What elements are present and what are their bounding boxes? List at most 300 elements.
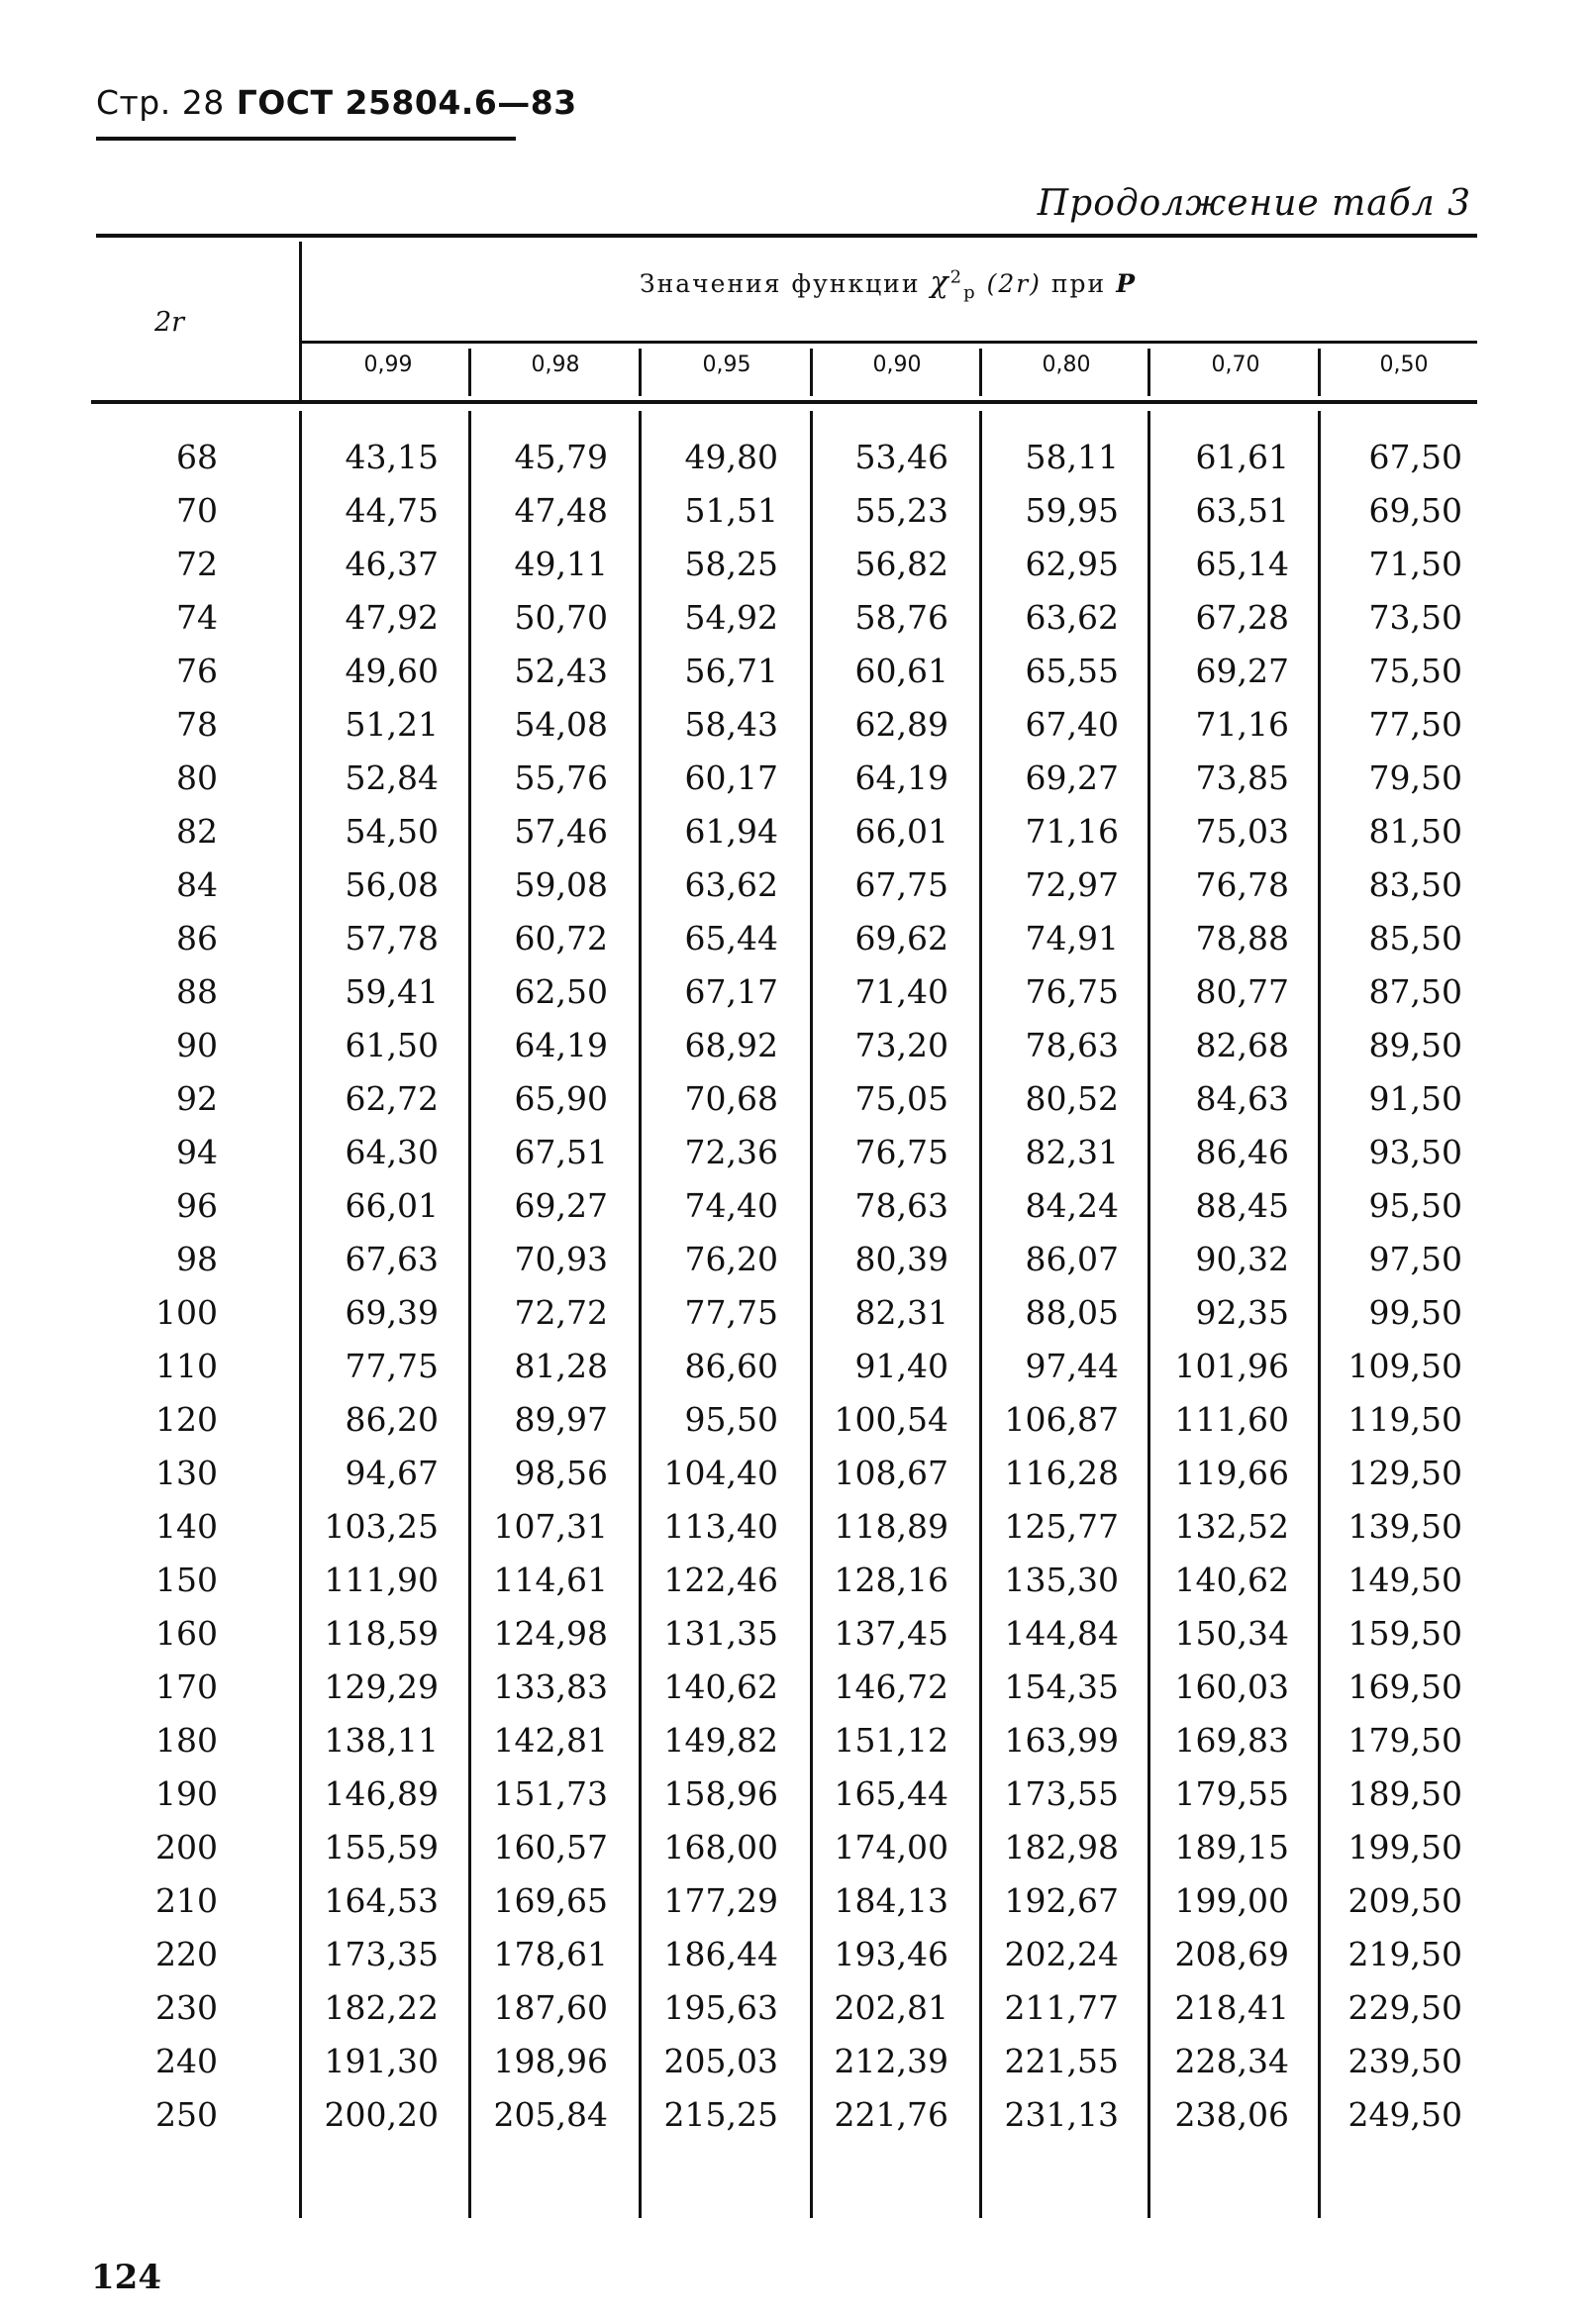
row-degree-cell: 92 <box>176 1079 218 1118</box>
chi-superscript: 2 <box>949 266 964 288</box>
table-row <box>0 965 1596 1019</box>
table-cell: 59,08 <box>514 865 608 904</box>
row-degree-cell: 180 <box>155 1721 218 1760</box>
table-cell: 104,40 <box>663 1454 778 1492</box>
table-cell: 119,50 <box>1347 1400 1462 1439</box>
table-cell: 72,72 <box>514 1293 608 1332</box>
table-cell: 186,44 <box>663 1935 778 1973</box>
column-divider <box>979 349 982 396</box>
table-cell: 151,73 <box>493 1774 608 1813</box>
table-cell: 182,22 <box>324 1988 439 2027</box>
table-cell: 56,71 <box>684 652 778 690</box>
table-cell: 135,30 <box>1004 1561 1119 1599</box>
table-cell: 52,84 <box>345 758 439 797</box>
table-cell: 65,55 <box>1025 652 1119 690</box>
table-cell: 57,78 <box>345 919 439 958</box>
probability-symbol: P <box>1116 269 1137 298</box>
table-cell: 65,44 <box>684 919 778 958</box>
table-cell: 163,99 <box>1004 1721 1119 1760</box>
table-cell: 85,50 <box>1368 919 1462 958</box>
table-cell: 191,30 <box>324 2042 439 2080</box>
table-row <box>0 1821 1596 1874</box>
table-cell: 58,76 <box>854 598 948 637</box>
table-cell: 69,39 <box>345 1293 439 1332</box>
table-cell: 76,75 <box>1025 972 1119 1011</box>
table-row <box>0 1874 1596 1928</box>
table-cell: 199,00 <box>1174 1881 1289 1920</box>
stub-divider <box>299 242 302 404</box>
table-row <box>0 1126 1596 1179</box>
table-cell: 53,46 <box>854 438 948 476</box>
table-row <box>0 858 1596 912</box>
table-cell: 88,45 <box>1195 1186 1289 1225</box>
table-cell: 75,05 <box>854 1079 948 1118</box>
table-row <box>0 1447 1596 1500</box>
row-degree-cell: 72 <box>176 545 218 583</box>
group-header-rule <box>301 341 1477 344</box>
table-cell: 88,05 <box>1025 1293 1119 1332</box>
table-cell: 74,91 <box>1025 919 1119 958</box>
table-cell: 58,43 <box>684 705 778 744</box>
table-cell: 200,20 <box>324 2095 439 2134</box>
table-cell: 73,20 <box>854 1026 948 1064</box>
table-cell: 100,54 <box>834 1400 948 1439</box>
table-cell: 69,27 <box>1195 652 1289 690</box>
table-cell: 64,19 <box>514 1026 608 1064</box>
p-value-header: 0,80 <box>1042 353 1091 377</box>
table-continuation-label: Продолжение табл 3 <box>1037 183 1471 224</box>
table-cell: 160,03 <box>1174 1667 1289 1706</box>
table-cell: 81,28 <box>514 1347 608 1385</box>
table-cell: 69,27 <box>1025 758 1119 797</box>
table-cell: 128,16 <box>834 1561 948 1599</box>
table-cell: 89,97 <box>514 1400 608 1439</box>
chi-argument: (2r) <box>986 269 1042 298</box>
table-cell: 215,25 <box>663 2095 778 2134</box>
column-divider <box>639 349 642 396</box>
table-cell: 118,59 <box>324 1614 439 1653</box>
row-degree-cell: 76 <box>176 652 218 690</box>
table-cell: 54,92 <box>684 598 778 637</box>
table-cell: 122,46 <box>663 1561 778 1599</box>
row-degree-cell: 68 <box>176 438 218 476</box>
table-cell: 50,70 <box>514 598 608 637</box>
table-cell: 137,45 <box>834 1614 948 1653</box>
table-cell: 174,00 <box>834 1828 948 1866</box>
table-cell: 238,06 <box>1174 2095 1289 2134</box>
table-row <box>0 1767 1596 1821</box>
row-degree-cell: 110 <box>155 1347 218 1385</box>
table-cell: 146,89 <box>324 1774 439 1813</box>
table-cell: 81,50 <box>1368 812 1462 851</box>
table-cell: 98,56 <box>514 1454 608 1492</box>
table-cell: 189,15 <box>1174 1828 1289 1866</box>
table-cell: 177,29 <box>663 1881 778 1920</box>
table-cell: 132,52 <box>1174 1507 1289 1546</box>
table-cell: 86,07 <box>1025 1240 1119 1278</box>
stub-header: 2r <box>154 307 185 338</box>
row-degree-cell: 130 <box>155 1454 218 1492</box>
row-degree-cell: 98 <box>176 1240 218 1278</box>
table-cell: 75,03 <box>1195 812 1289 851</box>
table-cell: 165,44 <box>834 1774 948 1813</box>
table-cell: 160,57 <box>493 1828 608 1866</box>
table-row <box>0 1981 1596 2035</box>
table-cell: 69,62 <box>854 919 948 958</box>
table-cell: 90,32 <box>1195 1240 1289 1278</box>
table-cell: 71,16 <box>1195 705 1289 744</box>
table-cell: 54,50 <box>345 812 439 851</box>
table-cell: 58,25 <box>684 545 778 583</box>
table-row <box>0 1714 1596 1767</box>
table-cell: 169,50 <box>1347 1667 1462 1706</box>
row-degree-cell: 70 <box>176 491 218 530</box>
table-cell: 87,50 <box>1368 972 1462 1011</box>
table-cell: 46,37 <box>345 545 439 583</box>
table-cell: 49,80 <box>684 438 778 476</box>
table-cell: 229,50 <box>1347 1988 1462 2027</box>
table-row <box>0 752 1596 805</box>
table-cell: 129,29 <box>324 1667 439 1706</box>
table-cell: 199,50 <box>1347 1828 1462 1866</box>
table-cell: 58,11 <box>1025 438 1119 476</box>
table-row <box>0 431 1596 484</box>
table-cell: 60,17 <box>684 758 778 797</box>
table-cell: 193,46 <box>834 1935 948 1973</box>
table-cell: 80,39 <box>854 1240 948 1278</box>
table-cell: 78,63 <box>1025 1026 1119 1064</box>
table-cell: 76,20 <box>684 1240 778 1278</box>
page-header <box>96 83 577 122</box>
table-row <box>0 1393 1596 1447</box>
table-cell: 95,50 <box>684 1400 778 1439</box>
table-cell: 119,66 <box>1174 1454 1289 1492</box>
table-cell: 61,94 <box>684 812 778 851</box>
table-cell: 231,13 <box>1004 2095 1119 2134</box>
chi-subscript: p <box>963 282 977 303</box>
table-cell: 133,83 <box>493 1667 608 1706</box>
table-cell: 78,88 <box>1195 919 1289 958</box>
table-cell: 62,50 <box>514 972 608 1011</box>
table-cell: 209,50 <box>1347 1881 1462 1920</box>
table-cell: 91,50 <box>1368 1079 1462 1118</box>
table-cell: 93,50 <box>1368 1133 1462 1171</box>
table-cell: 151,12 <box>834 1721 948 1760</box>
table-cell: 61,61 <box>1195 438 1289 476</box>
row-degree-cell: 210 <box>155 1881 218 1920</box>
table-cell: 74,40 <box>684 1186 778 1225</box>
table-cell: 195,63 <box>663 1988 778 2027</box>
table-row <box>0 1928 1596 1981</box>
table-cell: 108,67 <box>834 1454 948 1492</box>
table-cell: 49,60 <box>345 652 439 690</box>
table-cell: 57,46 <box>514 812 608 851</box>
table-cell: 86,60 <box>684 1347 778 1385</box>
table-cell: 82,68 <box>1195 1026 1289 1064</box>
group-header <box>304 265 1472 303</box>
table-row <box>0 1500 1596 1554</box>
table-cell: 140,62 <box>663 1667 778 1706</box>
table-cell: 55,23 <box>854 491 948 530</box>
table-cell: 75,50 <box>1368 652 1462 690</box>
table-cell: 173,55 <box>1004 1774 1119 1813</box>
row-degree-cell: 100 <box>155 1293 218 1332</box>
table-cell: 179,50 <box>1347 1721 1462 1760</box>
row-degree-cell: 140 <box>155 1507 218 1546</box>
table-cell: 82,31 <box>854 1293 948 1332</box>
table-cell: 80,77 <box>1195 972 1289 1011</box>
column-divider <box>1318 349 1321 396</box>
table-cell: 168,00 <box>663 1828 778 1866</box>
table-cell: 71,16 <box>1025 812 1119 851</box>
table-cell: 56,08 <box>345 865 439 904</box>
table-cell: 63,51 <box>1195 491 1289 530</box>
table-cell: 77,75 <box>684 1293 778 1332</box>
table-row <box>0 1019 1596 1072</box>
table-cell: 95,50 <box>1368 1186 1462 1225</box>
table-cell: 83,50 <box>1368 865 1462 904</box>
table-row <box>0 1554 1596 1607</box>
table-cell: 91,40 <box>854 1347 948 1385</box>
table-cell: 66,01 <box>345 1186 439 1225</box>
table-cell: 109,50 <box>1347 1347 1462 1385</box>
table-cell: 80,52 <box>1025 1079 1119 1118</box>
table-cell: 69,50 <box>1368 491 1462 530</box>
table-cell: 59,41 <box>345 972 439 1011</box>
table-cell: 49,11 <box>514 545 608 583</box>
table-row <box>0 912 1596 965</box>
table-cell: 184,13 <box>834 1881 948 1920</box>
table-cell: 62,72 <box>345 1079 439 1118</box>
row-degree-cell: 86 <box>176 919 218 958</box>
table-row <box>0 538 1596 591</box>
table-row <box>0 1072 1596 1126</box>
table-cell: 179,55 <box>1174 1774 1289 1813</box>
table-cell: 97,50 <box>1368 1240 1462 1278</box>
p-value-header: 0,50 <box>1379 353 1429 377</box>
column-divider <box>1147 349 1150 396</box>
p-value-header: 0,99 <box>363 353 413 377</box>
table-row <box>0 1340 1596 1393</box>
table-row <box>0 1607 1596 1661</box>
column-divider <box>468 349 471 396</box>
table-cell: 189,50 <box>1347 1774 1462 1813</box>
chi-symbol: χ <box>930 265 950 300</box>
table-cell: 155,59 <box>324 1828 439 1866</box>
row-degree-cell: 190 <box>155 1774 218 1813</box>
table-cell: 65,90 <box>514 1079 608 1118</box>
table-cell: 63,62 <box>684 865 778 904</box>
table-cell: 221,76 <box>834 2095 948 2134</box>
table-cell: 212,39 <box>834 2042 948 2080</box>
table-cell: 173,35 <box>324 1935 439 1973</box>
table-cell: 113,40 <box>663 1507 778 1546</box>
table-cell: 125,77 <box>1004 1507 1119 1546</box>
table-cell: 72,36 <box>684 1133 778 1171</box>
table-cell: 65,14 <box>1195 545 1289 583</box>
table-cell: 101,96 <box>1174 1347 1289 1385</box>
table-cell: 97,44 <box>1025 1347 1119 1385</box>
table-cell: 79,50 <box>1368 758 1462 797</box>
table-row <box>0 1233 1596 1286</box>
table-cell: 67,75 <box>854 865 948 904</box>
page-label: Стр. 28 <box>96 83 225 122</box>
table-cell: 62,89 <box>854 705 948 744</box>
table-cell: 68,92 <box>684 1026 778 1064</box>
table-cell: 114,61 <box>493 1561 608 1599</box>
table-cell: 77,75 <box>345 1347 439 1385</box>
p-value-header: 0,95 <box>702 353 751 377</box>
table-row <box>0 805 1596 858</box>
row-degree-cell: 78 <box>176 705 218 744</box>
standard-code: ГОСТ 25804.6—83 <box>236 83 577 122</box>
table-cell: 159,50 <box>1347 1614 1462 1653</box>
column-divider <box>810 349 813 396</box>
table-cell: 221,55 <box>1004 2042 1119 2080</box>
table-cell: 169,83 <box>1174 1721 1289 1760</box>
row-degree-cell: 200 <box>155 1828 218 1866</box>
table-cell: 116,28 <box>1004 1454 1119 1492</box>
table-cell: 211,77 <box>1004 1988 1119 2027</box>
row-degree-cell: 120 <box>155 1400 218 1439</box>
table-cell: 67,40 <box>1025 705 1119 744</box>
row-degree-cell: 220 <box>155 1935 218 1973</box>
table-cell: 47,92 <box>345 598 439 637</box>
table-row <box>0 698 1596 752</box>
table-cell: 228,34 <box>1174 2042 1289 2080</box>
table-cell: 44,75 <box>345 491 439 530</box>
table-cell: 67,28 <box>1195 598 1289 637</box>
table-cell: 71,50 <box>1368 545 1462 583</box>
table-cell: 59,95 <box>1025 491 1119 530</box>
table-cell: 149,50 <box>1347 1561 1462 1599</box>
row-degree-cell: 82 <box>176 812 218 851</box>
table-cell: 67,50 <box>1368 438 1462 476</box>
table-cell: 78,63 <box>854 1186 948 1225</box>
table-cell: 52,43 <box>514 652 608 690</box>
p-value-header: 0,90 <box>872 353 922 377</box>
table-cell: 182,98 <box>1004 1828 1119 1866</box>
group-header-prefix: Значения функции <box>640 269 921 298</box>
header-rule <box>96 137 516 141</box>
table-cell: 82,31 <box>1025 1133 1119 1171</box>
table-cell: 76,75 <box>854 1133 948 1171</box>
row-degree-cell: 88 <box>176 972 218 1011</box>
table-cell: 144,84 <box>1004 1614 1119 1653</box>
table-cell: 51,21 <box>345 705 439 744</box>
group-header-mid: при <box>1050 269 1107 298</box>
table-cell: 205,84 <box>493 2095 608 2134</box>
table-cell: 107,31 <box>493 1507 608 1546</box>
table-cell: 111,60 <box>1174 1400 1289 1439</box>
table-cell: 86,46 <box>1195 1133 1289 1171</box>
table-cell: 72,97 <box>1025 865 1119 904</box>
row-degree-cell: 240 <box>155 2042 218 2080</box>
table-row <box>0 484 1596 538</box>
table-row <box>0 1286 1596 1340</box>
table-cell: 92,35 <box>1195 1293 1289 1332</box>
table-cell: 69,27 <box>514 1186 608 1225</box>
table-row <box>0 1661 1596 1714</box>
table-cell: 169,65 <box>493 1881 608 1920</box>
row-degree-cell: 250 <box>155 2095 218 2134</box>
table-cell: 239,50 <box>1347 2042 1462 2080</box>
table-cell: 198,96 <box>493 2042 608 2080</box>
table-cell: 124,98 <box>493 1614 608 1653</box>
table-cell: 138,11 <box>324 1721 439 1760</box>
table-cell: 118,89 <box>834 1507 948 1546</box>
table-cell: 249,50 <box>1347 2095 1462 2134</box>
table-cell: 47,48 <box>514 491 608 530</box>
row-degree-cell: 90 <box>176 1026 218 1064</box>
table-cell: 218,41 <box>1174 1988 1289 2027</box>
table-cell: 139,50 <box>1347 1507 1462 1546</box>
table-cell: 51,51 <box>684 491 778 530</box>
table-cell: 71,40 <box>854 972 948 1011</box>
table-cell: 202,81 <box>834 1988 948 2027</box>
table-cell: 56,82 <box>854 545 948 583</box>
table-cell: 60,72 <box>514 919 608 958</box>
table-cell: 60,61 <box>854 652 948 690</box>
page-number: 124 <box>91 2258 161 2297</box>
table-row <box>0 1179 1596 1233</box>
table-cell: 208,69 <box>1174 1935 1289 1973</box>
table-cell: 154,35 <box>1004 1667 1119 1706</box>
table-cell: 73,85 <box>1195 758 1289 797</box>
table-cell: 77,50 <box>1368 705 1462 744</box>
table-cell: 111,90 <box>324 1561 439 1599</box>
table-row <box>0 2035 1596 2088</box>
table-cell: 140,62 <box>1174 1561 1289 1599</box>
table-cell: 164,53 <box>324 1881 439 1920</box>
table-cell: 63,62 <box>1025 598 1119 637</box>
table-cell: 146,72 <box>834 1667 948 1706</box>
table-cell: 67,17 <box>684 972 778 1011</box>
table-cell: 106,87 <box>1004 1400 1119 1439</box>
table-top-rule <box>96 234 1477 238</box>
row-degree-cell: 96 <box>176 1186 218 1225</box>
row-degree-cell: 74 <box>176 598 218 637</box>
p-value-header: 0,98 <box>531 353 580 377</box>
table-cell: 178,61 <box>493 1935 608 1973</box>
table-cell: 62,95 <box>1025 545 1119 583</box>
row-degree-cell: 80 <box>176 758 218 797</box>
table-cell: 66,01 <box>854 812 948 851</box>
table-cell: 61,50 <box>345 1026 439 1064</box>
table-cell: 43,15 <box>345 438 439 476</box>
table-cell: 67,63 <box>345 1240 439 1278</box>
table-cell: 54,08 <box>514 705 608 744</box>
row-degree-cell: 230 <box>155 1988 218 2027</box>
table-cell: 55,76 <box>514 758 608 797</box>
row-degree-cell: 150 <box>155 1561 218 1599</box>
p-value-header: 0,70 <box>1211 353 1260 377</box>
table-cell: 129,50 <box>1347 1454 1462 1492</box>
table-cell: 158,96 <box>663 1774 778 1813</box>
row-degree-cell: 94 <box>176 1133 218 1171</box>
table-cell: 45,79 <box>514 438 608 476</box>
table-cell: 76,78 <box>1195 865 1289 904</box>
table-cell: 192,67 <box>1004 1881 1119 1920</box>
table-cell: 64,19 <box>854 758 948 797</box>
table-row <box>0 2088 1596 2142</box>
row-degree-cell: 84 <box>176 865 218 904</box>
table-cell: 150,34 <box>1174 1614 1289 1653</box>
table-cell: 103,25 <box>324 1507 439 1546</box>
table-row <box>0 645 1596 698</box>
table-cell: 202,24 <box>1004 1935 1119 1973</box>
table-cell: 99,50 <box>1368 1293 1462 1332</box>
